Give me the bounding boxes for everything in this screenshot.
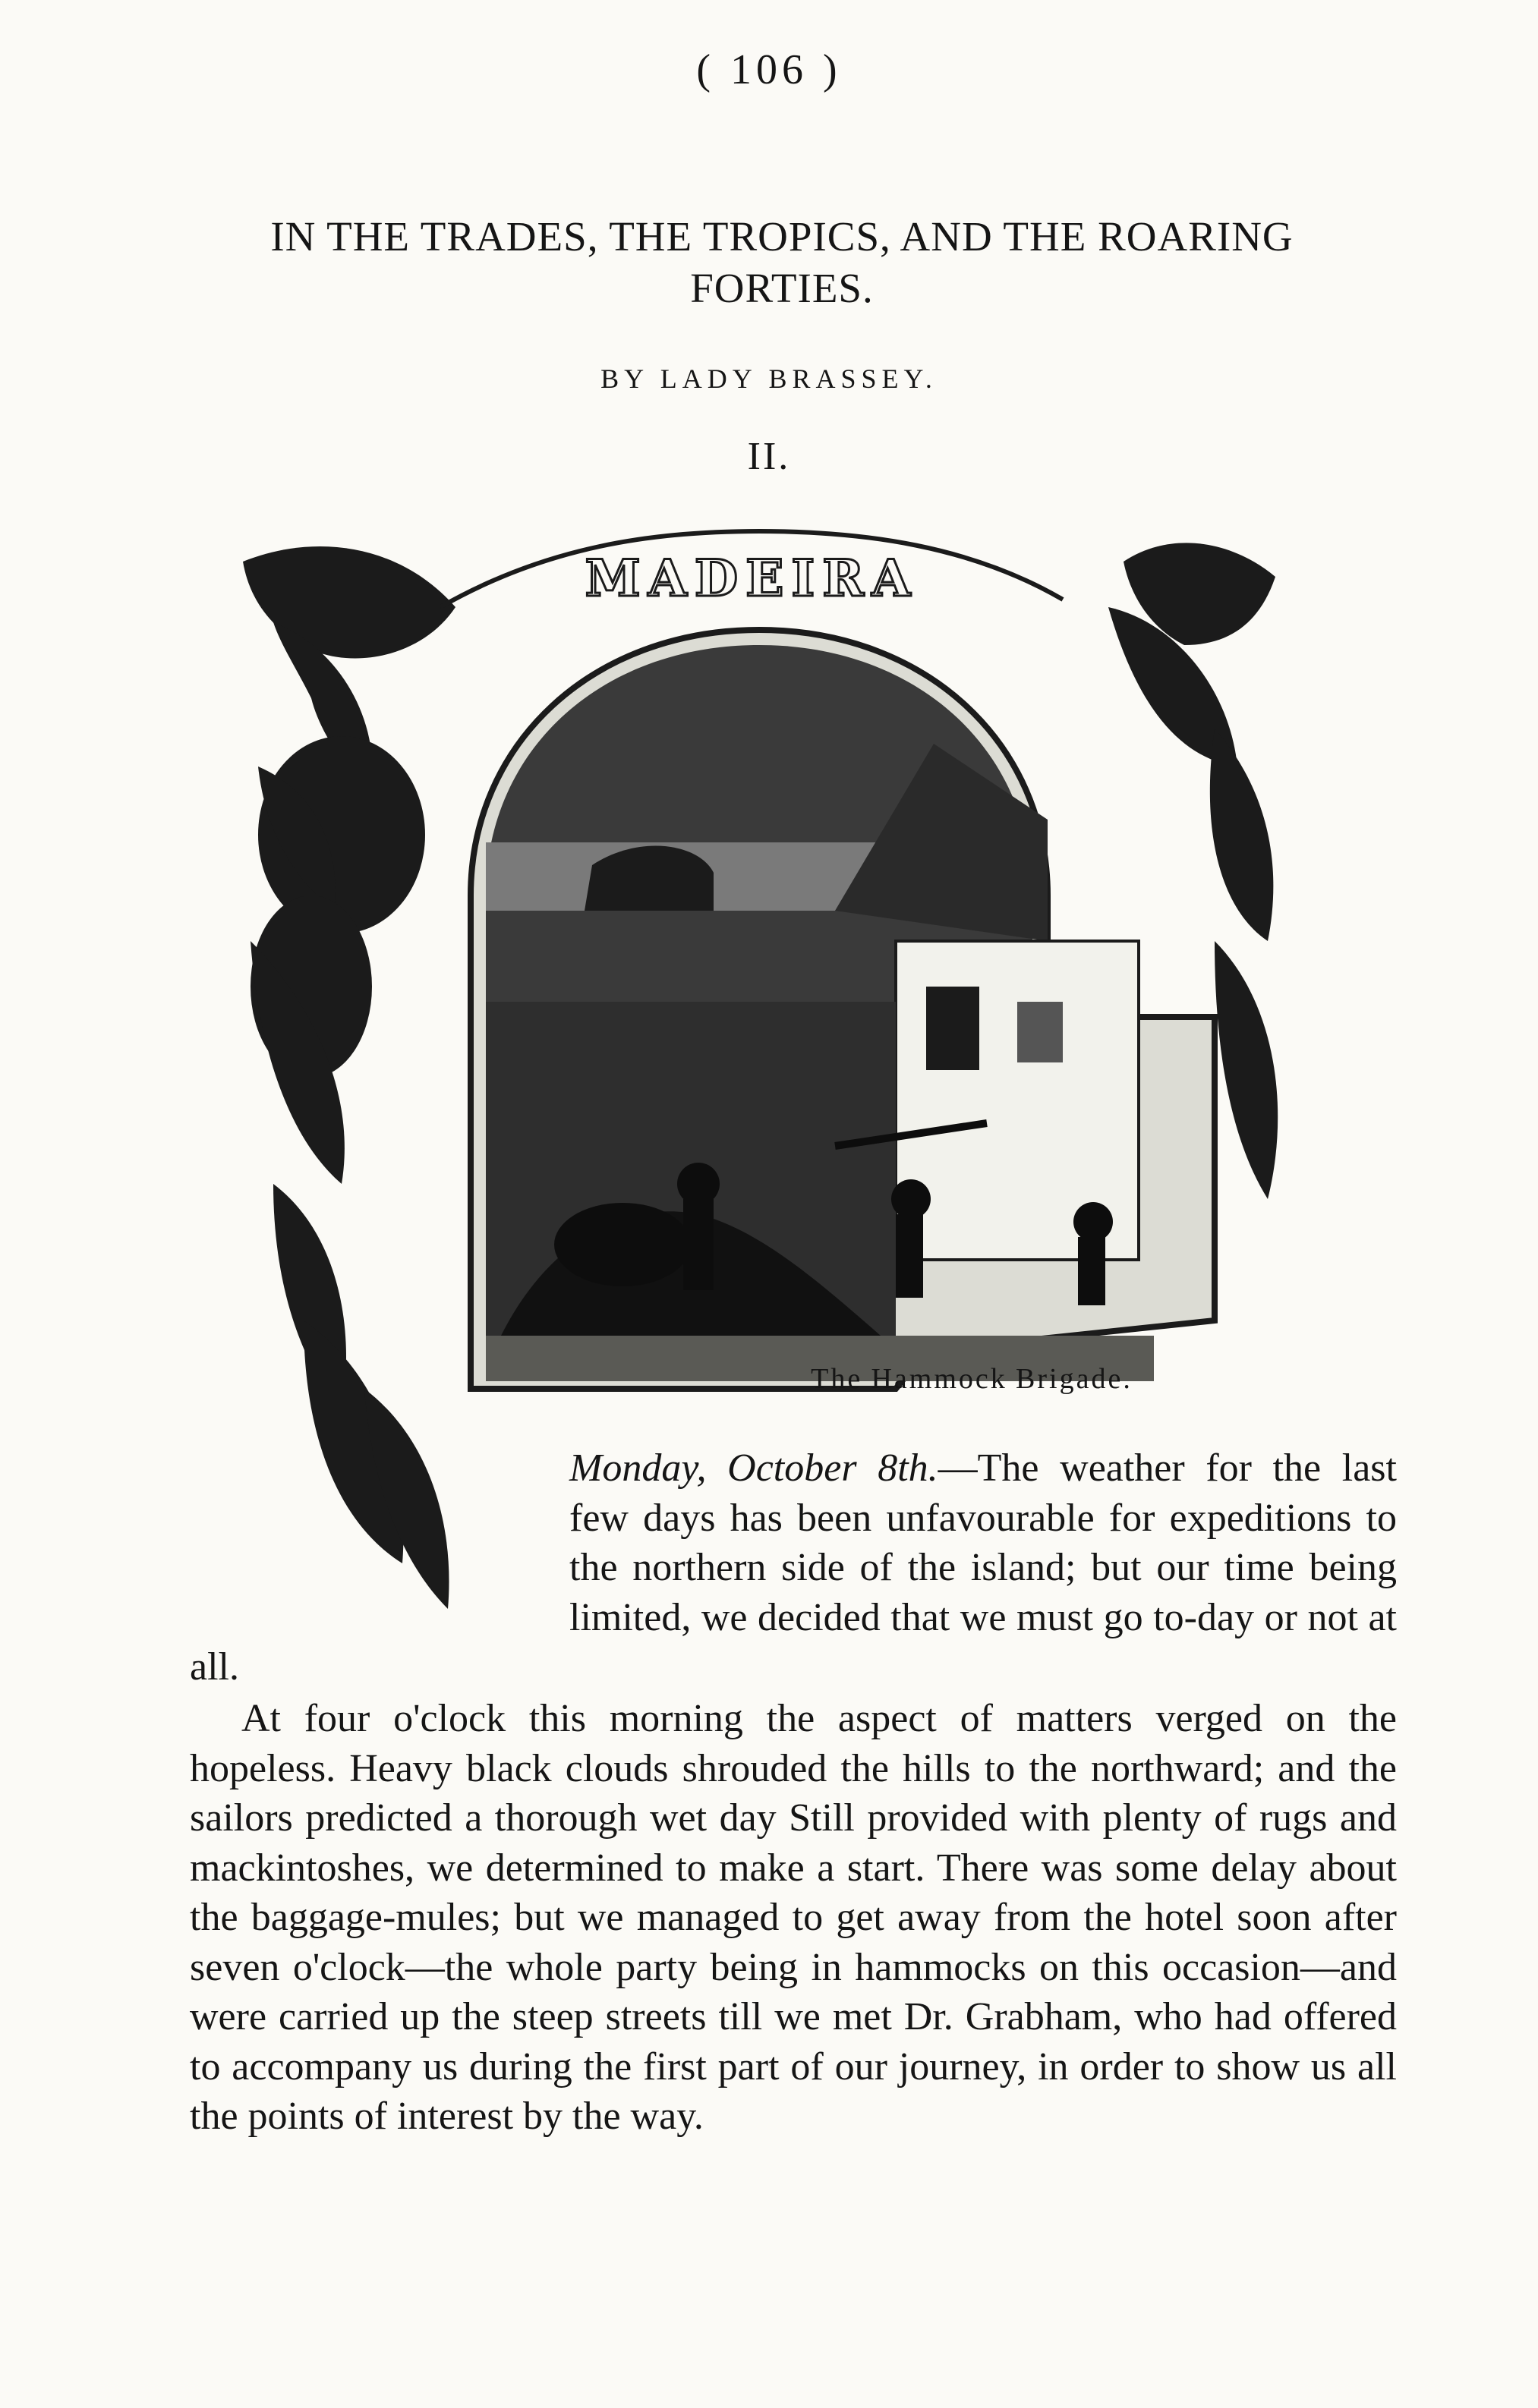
paragraph-1-text: —The weather for the last few days has been unfavourable for expeditions to the northern side of the island; but our time being limited, we decided that we must go to-day or not at all. <box>190 1446 1397 1689</box>
title-line-2: FORTIES. <box>690 265 874 311</box>
illustration-caption: The Hammock Brigade. <box>811 1363 1133 1395</box>
banner-text: MADEIRA <box>585 549 919 608</box>
article-title <box>152 211 1412 314</box>
byline: BY LADY BRASSEY. <box>600 364 938 394</box>
title-line-1: IN THE TRADES, THE TROPICS, AND THE ROARING <box>270 213 1294 260</box>
paragraph-2: At four o'clock this morning the aspect of matters verged on the hopeless. Heavy black clouds shrouded the hills to the northward; and the sailors predicted a thorough wet day Still provided with plenty of rugs and mackintoshes, we determined to make a start. There was some delay about the baggage-mules; but we managed to get away from the hotel soon after seven o'clock—the whole party being in hammocks on this occasion—and were carried up the steep streets till we met Dr. Grabham, who had offered to accompany us during the first part of our journey, in order to show us all the points of interest by the way. <box>190 1697 1397 2138</box>
date-heading: Monday, October 8th. <box>569 1446 938 1490</box>
paragraph-1 <box>190 1443 1397 1692</box>
part-number: II. <box>747 435 791 478</box>
page-number: ( 106 ) <box>696 46 842 93</box>
